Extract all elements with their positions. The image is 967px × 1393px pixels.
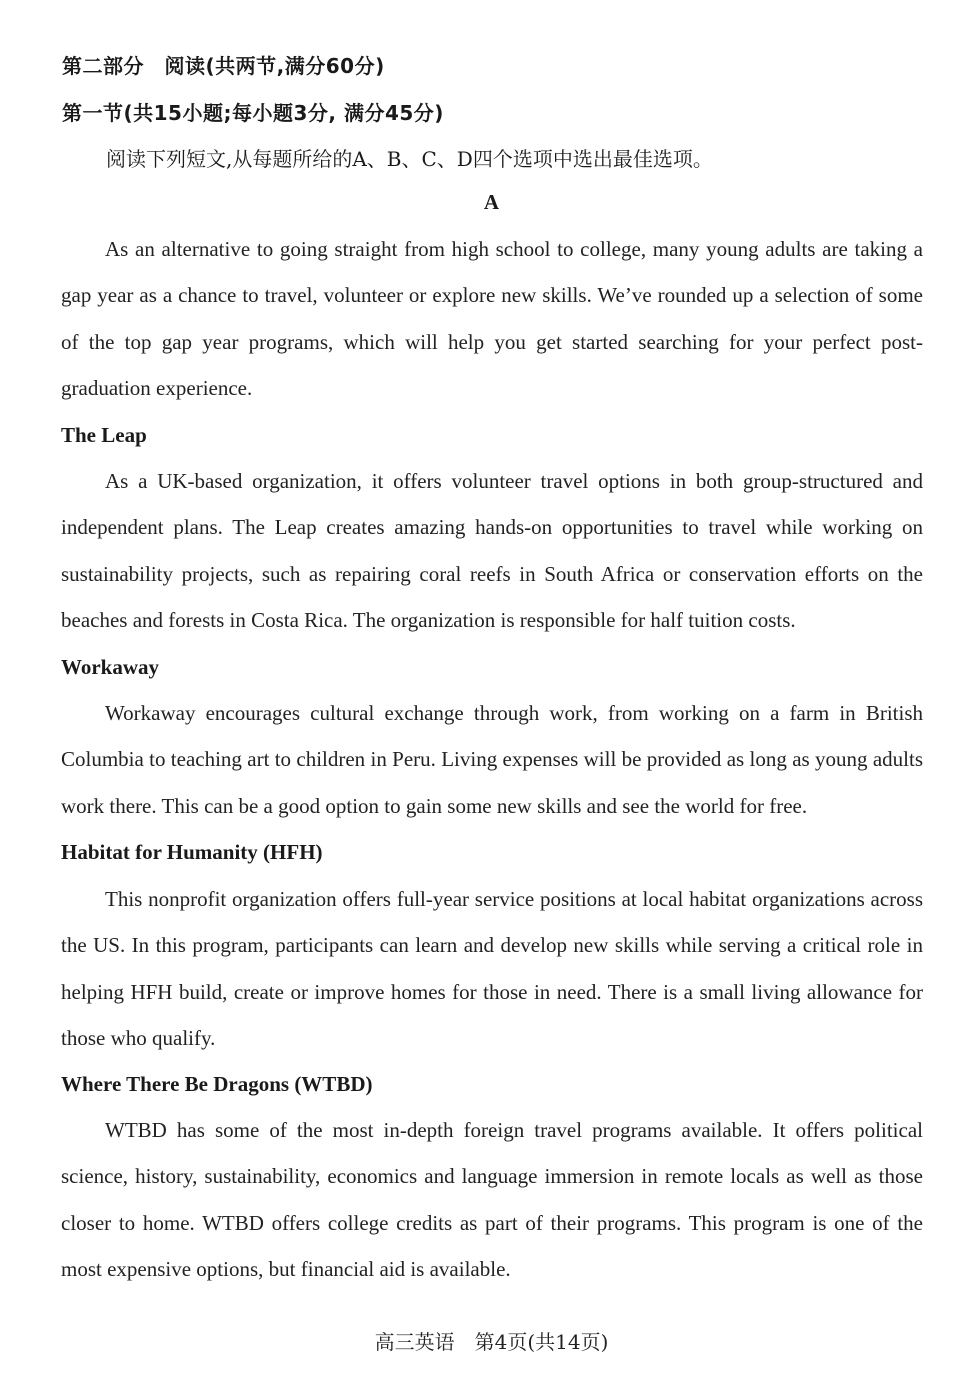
program-text-wtbd: WTBD has some of the most in-depth foreign travel programs available. It offers political science, history, sustainability, economics and language immersion in remote locals as well as those closer to home. WTBD offers college credits as part of their programs. This program is one of the most expensive options, but financial aid is available. (61, 1118, 923, 1282)
program-text-workaway: Workaway encourages cultural exchange through work, from working on a farm in British Columbia to teaching art to children in Peru. Living expenses will be provided as long as young adults work there. This can be a good option to gain some new skills and see the world for free. (61, 701, 923, 818)
passage-intro: As an alternative to going straight from high school to college, many young adults are taking a gap year as a chance to travel, volunteer or explore new skills. We’ve rounded up a selection of some of the top gap year programs, which will help you get started searching for your perfect post-graduation experience. (61, 237, 923, 401)
program-text-hfh: This nonprofit organization offers full-year service positions at local habitat organizations across the US. In this program, participants can learn and develop new skills while serving a critical role in helping HFH build, create or improve homes for those in need. There is a small living allowance for those who qualify. (61, 887, 923, 1051)
part-title: 第二部分 阅读(共两节,满分60分) (62, 54, 385, 78)
program-title-hfh: Habitat for Humanity (HFH) (61, 840, 323, 864)
program-title-workaway: Workaway (61, 655, 160, 679)
program-title-wtbd: Where There Be Dragons (WTBD) (61, 1072, 373, 1096)
program-text-the-leap: As a UK-based organization, it offers volunteer travel options in both group-structured and independent plans. The Leap creates amazing hands-on opportunities to travel while working on sustainability projects, such as repairing coral reefs in South Africa or conservation efforts on the beaches and forests in Costa Rica. The organization is responsible for half tuition costs. (61, 469, 923, 633)
section-subtitle: 第一节(共15小题;每小题3分, 满分45分) (62, 101, 444, 125)
instruction-text: 阅读下列短文,从每题所给的A、B、C、D四个选项中选出最佳选项。 (106, 147, 713, 171)
program-title-the-leap: The Leap (61, 423, 147, 447)
passage-letter: A (483, 190, 500, 214)
page-footer: 高三英语 第4页(共14页) (374, 1330, 609, 1354)
